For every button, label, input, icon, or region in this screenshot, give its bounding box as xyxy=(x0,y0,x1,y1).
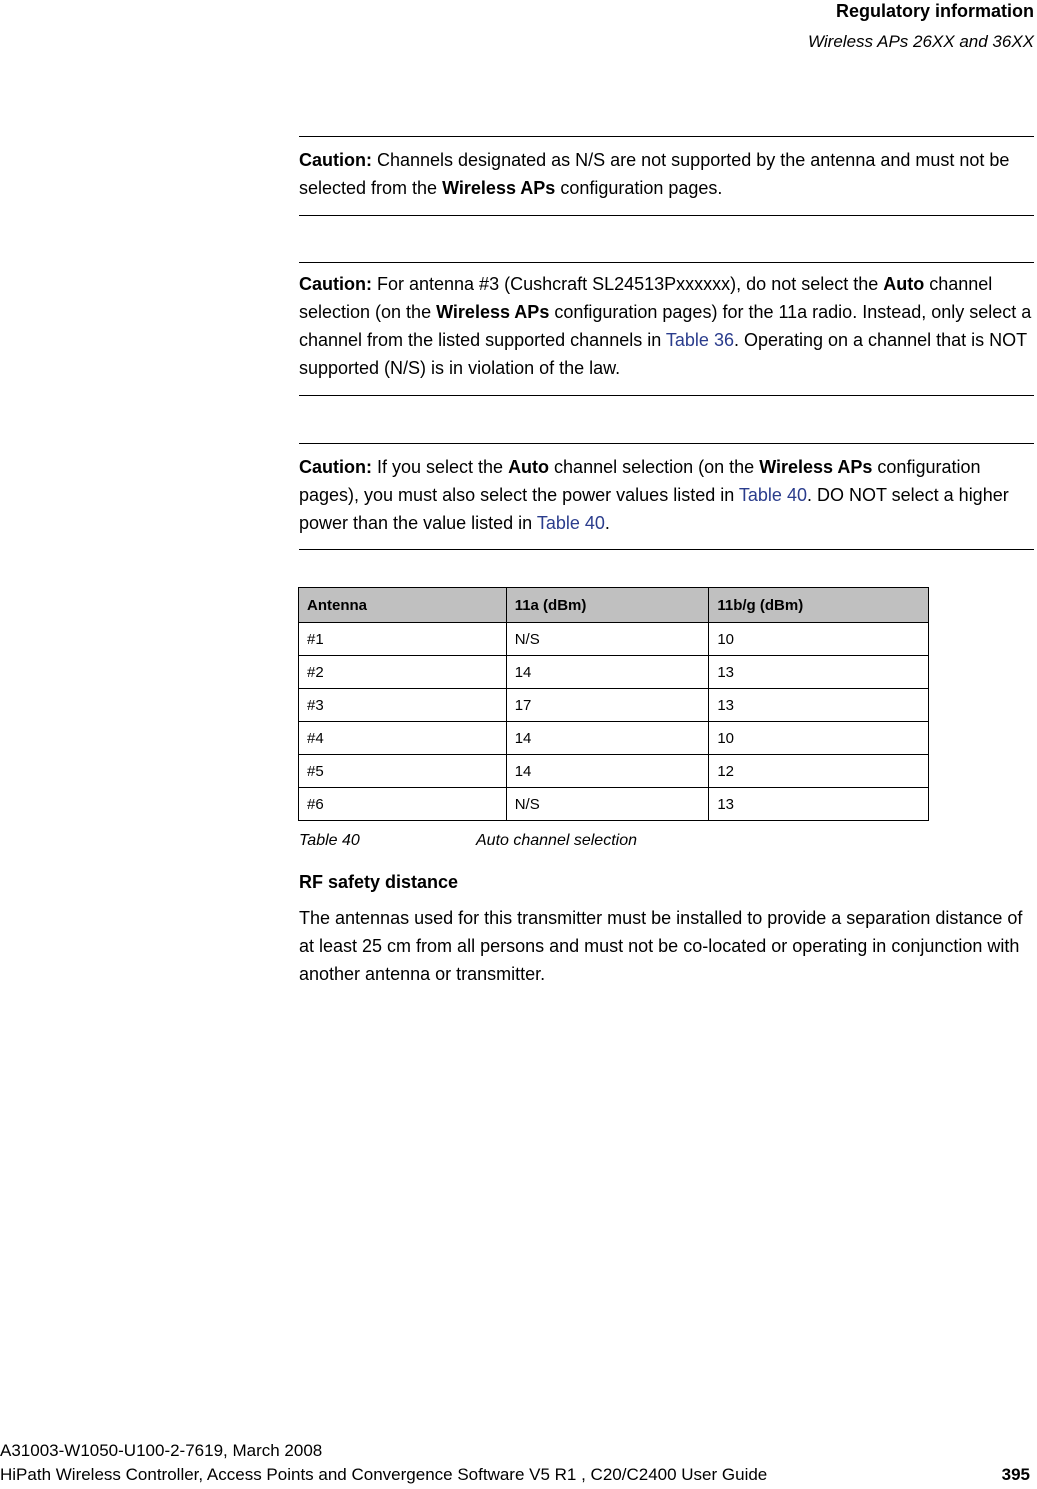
auto-channel-table xyxy=(298,587,929,821)
cell-antenna: #1 xyxy=(299,623,507,656)
cell-11bg: 13 xyxy=(709,689,929,722)
cell-antenna: #3 xyxy=(299,689,507,722)
caution-box-1 xyxy=(299,136,1034,216)
header-11bg: 11b/g (dBm) xyxy=(709,588,929,623)
page-footer xyxy=(0,1439,767,1487)
cell-antenna: #6 xyxy=(299,788,507,821)
cell-antenna: #4 xyxy=(299,722,507,755)
caution-box-3 xyxy=(299,443,1034,550)
cell-11bg: 10 xyxy=(709,623,929,656)
footer-doc-id: A31003-W1050-U100-2-7619, March 2008 xyxy=(0,1441,323,1460)
cell-11a: 14 xyxy=(506,656,709,689)
cell-antenna: #2 xyxy=(299,656,507,689)
caution-box-2 xyxy=(299,262,1034,396)
caption-number: Table 40 xyxy=(299,832,360,849)
table-row xyxy=(299,788,929,821)
cell-11bg: 13 xyxy=(709,788,929,821)
table-40-link[interactable]: Table 40 xyxy=(536,513,605,533)
header-subtitle: Wireless APs 26XX and 36XX xyxy=(808,32,1034,51)
cell-11a: N/S xyxy=(506,788,709,821)
cell-11a: N/S xyxy=(506,623,709,656)
cell-11bg: 12 xyxy=(709,755,929,788)
cell-11bg: 13 xyxy=(709,656,929,689)
table-header-row xyxy=(299,588,929,623)
cell-11a: 14 xyxy=(506,722,709,755)
table-caption xyxy=(299,830,637,852)
header-antenna: Antenna xyxy=(299,588,507,623)
cell-11a: 14 xyxy=(506,755,709,788)
page-number: 395 xyxy=(1001,1465,1030,1484)
table-row xyxy=(299,656,929,689)
table-row xyxy=(299,755,929,788)
caution-text-1: Caution: Channels designated as N/S are not supported by the antenna and must not be selected from the Wireless APs configuration pages. xyxy=(299,150,1010,198)
header-title: Regulatory information xyxy=(835,1,1034,21)
table-row xyxy=(299,689,929,722)
caution-label: Caution: xyxy=(299,274,372,294)
caution-text-3: Caution: If you select the Auto channel selection (on the Wireless APs configuration pages), you must also select the power values listed in Table 40. DO NOT select a higher power than the value listed in Table 40. xyxy=(299,457,1009,533)
table-row xyxy=(299,722,929,755)
footer-doc-title: HiPath Wireless Controller, Access Points and Convergence Software V5 R1 , C20/C2400 User Guide xyxy=(0,1465,768,1484)
cell-11a: 17 xyxy=(506,689,709,722)
page-header xyxy=(808,0,1034,53)
caution-label: Caution: xyxy=(299,457,372,477)
section-heading: RF safety distance xyxy=(299,872,459,892)
table-40-link[interactable]: Table 40 xyxy=(738,485,807,505)
cell-antenna: #5 xyxy=(299,755,507,788)
cell-11bg: 10 xyxy=(709,722,929,755)
table-36-link[interactable]: Table 36 xyxy=(665,330,734,350)
table-row xyxy=(299,623,929,656)
caution-label: Caution: xyxy=(299,150,372,170)
section-body: The antennas used for this transmitter must be installed to provide a separation distance of at least 25 cm from all persons and must not be co-located or operating in conjunction with another antenna or transmitter. xyxy=(299,908,1023,984)
caution-text-2: Caution: For antenna #3 (Cushcraft SL24513Pxxxxxx), do not select the Auto channel selection (on the Wireless APs configuration pages) for the 11a radio. Instead, only select a channel from the listed supported channels in Table 36. Operating on a channel that is NOT supported (N/S) is in violation of the law. xyxy=(299,274,1032,378)
header-11a: 11a (dBm) xyxy=(506,588,709,623)
caption-title: Auto channel selection xyxy=(476,832,637,849)
